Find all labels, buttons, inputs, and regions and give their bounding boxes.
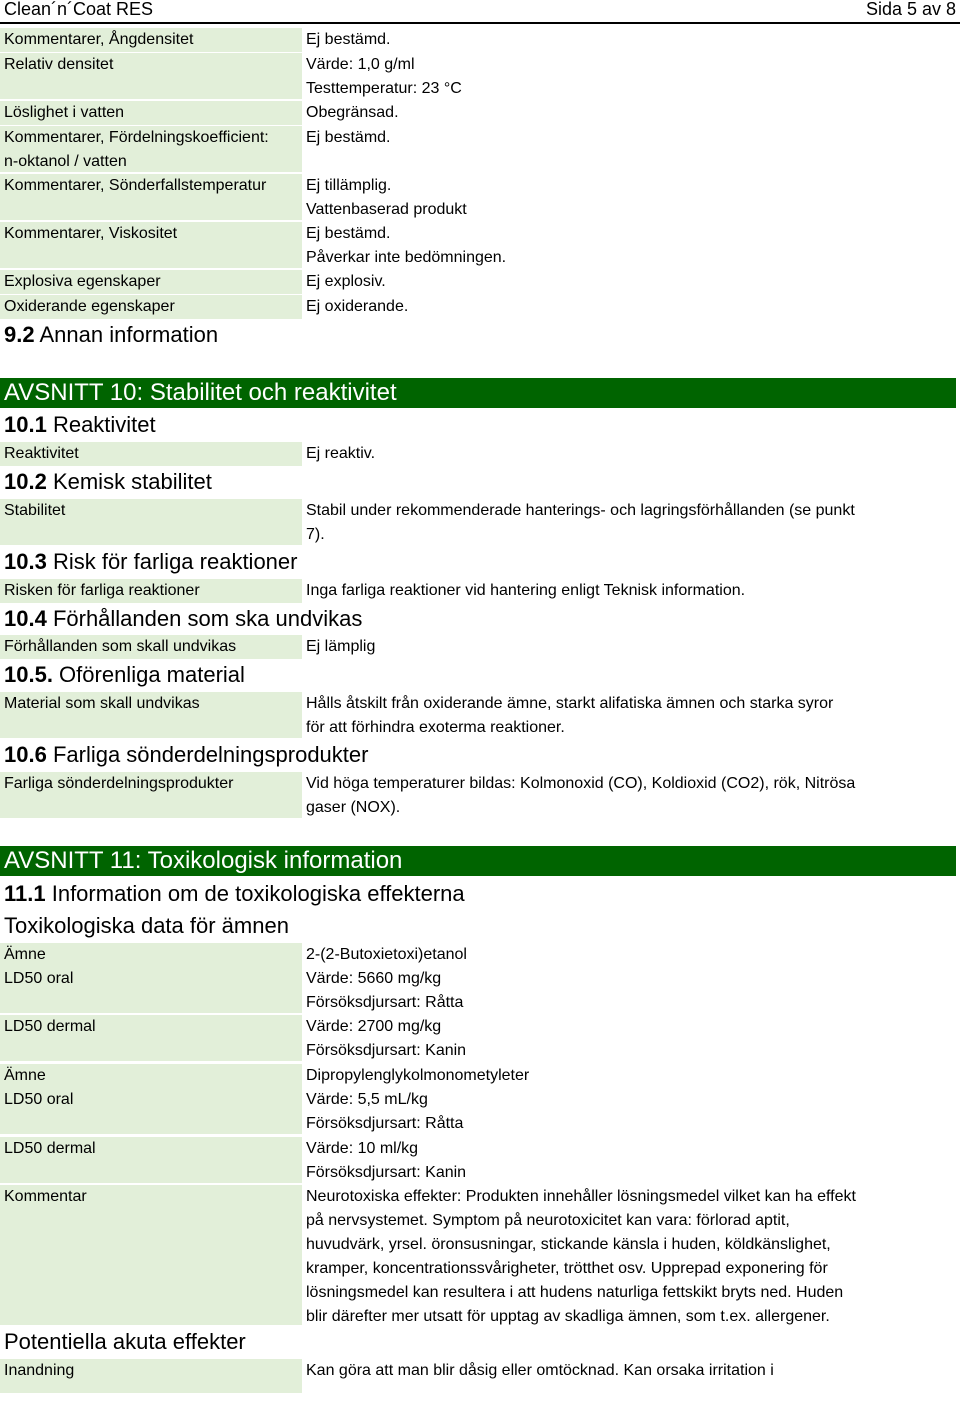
value-line: Hålls åtskilt från oxiderande ämne, starkt alifatiska ämnen och starka syror	[306, 695, 834, 712]
value-line: kramper, koncentrationssvårigheter, trötthet osv. Upprepad exponering för	[306, 1260, 828, 1277]
row-label: Kommentar	[0, 1185, 302, 1325]
value-line: Ej tillämplig.	[306, 177, 392, 194]
heading-acute-effects: Potentiella akuta effekter	[4, 1329, 246, 1354]
row-value	[306, 1185, 906, 1329]
heading-9-2: 9.2 Annan information	[4, 322, 219, 347]
page-header	[0, 0, 960, 24]
row-label: LD50 oral	[0, 1088, 302, 1134]
value-line: Testtemperatur: 23 °C	[306, 80, 462, 97]
row-value	[306, 967, 906, 1015]
value-line: Neurotoxiska effekter: Produkten innehåller lösningsmedel vilket kan ha effekt	[306, 1188, 856, 1205]
value-line: Försöksdjursart: Råtta	[306, 1115, 464, 1132]
row-label	[0, 126, 302, 172]
value-line: lösningsmedel kan resultera i att hudens naturliga fettskikt bryts ned. Huden	[306, 1284, 844, 1301]
row-label: Kommentarer, Viskositet	[0, 222, 302, 268]
row-label: Ämne	[0, 1064, 302, 1088]
row-value	[306, 53, 906, 101]
value-line: Värde: 5,5 mL/kg	[306, 1091, 428, 1108]
row-value: Ej bestämd.	[306, 129, 391, 146]
document-title: Clean´n´Coat RES	[4, 0, 154, 19]
row-value: Ej reaktiv.	[306, 445, 376, 462]
page-number: Sida 5 av 8	[865, 0, 956, 19]
label-line: n-oktanol / vatten	[4, 153, 127, 170]
row-label: Risken för farliga reaktioner	[0, 579, 302, 603]
row-value: Ej lämplig	[306, 638, 376, 655]
row-label: Oxiderande egenskaper	[0, 295, 302, 319]
heading-11-1: 11.1 Information om de toxikologiska effekterna	[4, 881, 465, 906]
row-label: LD50 oral	[0, 967, 302, 1013]
section-10-banner: AVSNITT 10: Stabilitet och reaktivitet	[0, 378, 956, 408]
row-label: Ämne	[0, 943, 302, 967]
value-line: 7).	[306, 526, 325, 543]
heading-10-4: 10.4 Förhållanden som ska undvikas	[4, 606, 363, 631]
value-line: huvudvärk, yrsel. öronsusningar, stickande känsla i huden, köldkänslighet,	[306, 1236, 831, 1253]
row-label: LD50 dermal	[0, 1137, 302, 1183]
value-line: Vid höga temperaturer bildas: Kolmonoxid (CO), Koldioxid (CO2), rök, Nitrösa	[306, 775, 856, 792]
row-value	[306, 1137, 906, 1185]
row-value: Kan göra att man blir dåsig eller omtöcknad. Kan orsaka irritation i	[306, 1362, 774, 1379]
heading-10-5: 10.5. Oförenliga material	[4, 662, 245, 687]
row-label: Relativ densitet	[0, 53, 302, 99]
row-value: Ej oxiderande.	[306, 298, 409, 315]
heading-10-2: 10.2 Kemisk stabilitet	[4, 469, 212, 494]
row-value	[306, 222, 906, 270]
row-label: LD50 dermal	[0, 1015, 302, 1061]
value-line: Försöksdjursart: Kanin	[306, 1042, 467, 1059]
value-line: gaser (NOX).	[306, 799, 401, 816]
row-value	[306, 772, 906, 820]
row-value	[306, 174, 906, 222]
value-line: Stabil under rekommenderade hanterings- och lagringsförhållanden (se punkt	[306, 502, 855, 519]
row-label: Förhållanden som skall undvikas	[0, 635, 302, 659]
row-value: Ej explosiv.	[306, 273, 386, 290]
value-line: på nervsystemet. Symptom på neurotoxicitet kan vara: förlorad aptit,	[306, 1212, 790, 1229]
value-line: blir därefter mer utsatt för upptag av skadliga ämnen, som t.ex. allergener.	[306, 1308, 830, 1325]
row-value	[306, 1015, 906, 1063]
row-label: Kommentarer, Ångdensitet	[0, 28, 302, 52]
row-value	[306, 1088, 906, 1136]
heading-tox-data: Toxikologiska data för ämnen	[4, 913, 289, 938]
row-label: Farliga sönderdelningsprodukter	[0, 772, 302, 818]
row-value: Dipropylenglykolmonometyleter	[306, 1067, 530, 1084]
row-label: Stabilitet	[0, 499, 302, 545]
value-line: Försöksdjursart: Kanin	[306, 1164, 467, 1181]
heading-10-1: 10.1 Reaktivitet	[4, 412, 156, 437]
row-label: Inandning	[0, 1359, 302, 1393]
value-line: Värde: 5660 mg/kg	[306, 970, 442, 987]
value-line: Värde: 10 ml/kg	[306, 1140, 419, 1157]
value-line: Värde: 1,0 g/ml	[306, 56, 415, 73]
value-line: Försöksdjursart: Råtta	[306, 994, 464, 1011]
heading-10-6: 10.6 Farliga sönderdelningsprodukter	[4, 742, 369, 767]
row-value: Obegränsad.	[306, 104, 399, 121]
row-value: Inga farliga reaktioner vid hantering enligt Teknisk information.	[306, 582, 746, 599]
label-line: Kommentarer, Fördelningskoefficient:	[4, 129, 269, 146]
section-11-banner: AVSNITT 11: Toxikologisk information	[0, 846, 956, 876]
value-line: för att förhindra exoterma reaktioner.	[306, 719, 565, 736]
row-value	[306, 499, 926, 547]
value-line: Påverkar inte bedömningen.	[306, 249, 507, 266]
heading-10-3: 10.3 Risk för farliga reaktioner	[4, 549, 298, 574]
row-value: 2-(2-Butoxietoxi)etanol	[306, 946, 467, 963]
value-line: Värde: 2700 mg/kg	[306, 1018, 442, 1035]
row-label: Reaktivitet	[0, 442, 302, 466]
row-label: Löslighet i vatten	[0, 101, 302, 125]
row-label: Kommentarer, Sönderfallstemperatur	[0, 174, 302, 220]
row-label: Material som skall undvikas	[0, 692, 302, 738]
row-label: Explosiva egenskaper	[0, 270, 302, 294]
value-line: Ej bestämd.	[306, 225, 391, 242]
value-line: Vattenbaserad produkt	[306, 201, 467, 218]
row-value	[306, 692, 906, 740]
row-value: Ej bestämd.	[306, 31, 391, 48]
